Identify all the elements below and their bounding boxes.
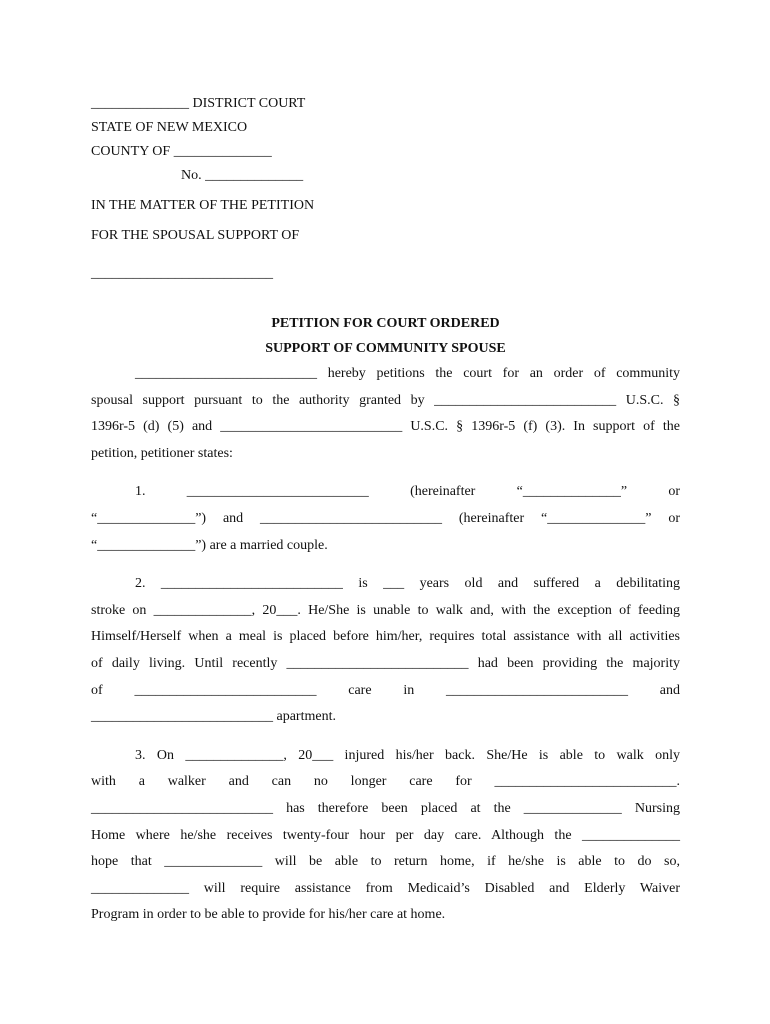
matter-line-2: FOR THE SPOUSAL SUPPORT OF	[91, 228, 300, 243]
paragraph-line: of __________________________ care in __________________________ and	[91, 682, 680, 698]
case-number-line: No. ______________	[181, 168, 304, 183]
paragraph-line: 3. On ______________, 20___ injured his/her back. She/He is able to walk only	[135, 747, 680, 763]
title-line-1: PETITION FOR COURT ORDERED	[271, 316, 500, 331]
paragraph-line: __________________________ apartment.	[91, 709, 336, 725]
paragraph-line: hope that ______________ will be able to return home, if he/she is able to do so,	[91, 854, 680, 870]
paragraph-line: “______________”) and __________________________ (hereinafter “______________” or	[91, 510, 680, 526]
petitioner-name-blank: __________________________	[91, 266, 273, 281]
county-line: COUNTY OF ______________	[91, 144, 272, 159]
paragraph-line: 2. __________________________ is ___ years old and suffered a debilitating	[135, 576, 680, 592]
intro-paragraph	[91, 361, 680, 467]
intro-line: 1396r-5 (d) (5) and __________________________ U.S.C. § 1396r-5 (f) (3). In support of the	[91, 419, 680, 435]
paragraph-line: __________________________ has therefore been placed at the ______________ Nursing	[91, 800, 680, 816]
paragraph-2	[91, 571, 680, 731]
paragraph-line: Program in order to be able to provide for his/her care at home.	[91, 907, 446, 923]
matter-line-1: IN THE MATTER OF THE PETITION	[91, 198, 315, 213]
title-line-2: SUPPORT OF COMMUNITY SPOUSE	[265, 341, 506, 356]
state-line: STATE OF NEW MEXICO	[91, 120, 248, 135]
paragraph-line: stroke on ______________, 20___. He/She is unable to walk and, with the exception of feeding	[91, 602, 680, 618]
document-page	[91, 92, 680, 929]
court-line: ______________ DISTRICT COURT	[91, 96, 306, 111]
paragraph-line: “______________”) are a married couple.	[91, 537, 328, 553]
paragraph-3	[91, 743, 680, 929]
paragraph-line: Home where he/she receives twenty-four hour per day care. Although the ______________	[91, 827, 680, 843]
paragraph-line: 1. __________________________ (hereinafter “______________” or	[135, 484, 680, 500]
paragraph-line: ______________ will require assistance from Medicaid’s Disabled and Elderly Waiver	[91, 880, 680, 896]
intro-line: __________________________ hereby petitions the court for an order of community	[135, 366, 680, 381]
case-caption	[91, 92, 680, 286]
document-title	[91, 311, 680, 361]
intro-line: petition, petitioner states:	[91, 445, 233, 461]
paragraph-1	[91, 479, 680, 559]
intro-line: spousal support pursuant to the authority granted by __________________________ U.S.C. §	[91, 392, 680, 408]
paragraph-line: with a walker and can no longer care for __________________________.	[91, 774, 680, 790]
paragraph-line: Himself/Herself when a meal is placed before him/her, requires total assistance with all activities	[91, 629, 680, 645]
paragraph-line: of daily living. Until recently __________________________ had been providing the majority	[91, 655, 680, 671]
